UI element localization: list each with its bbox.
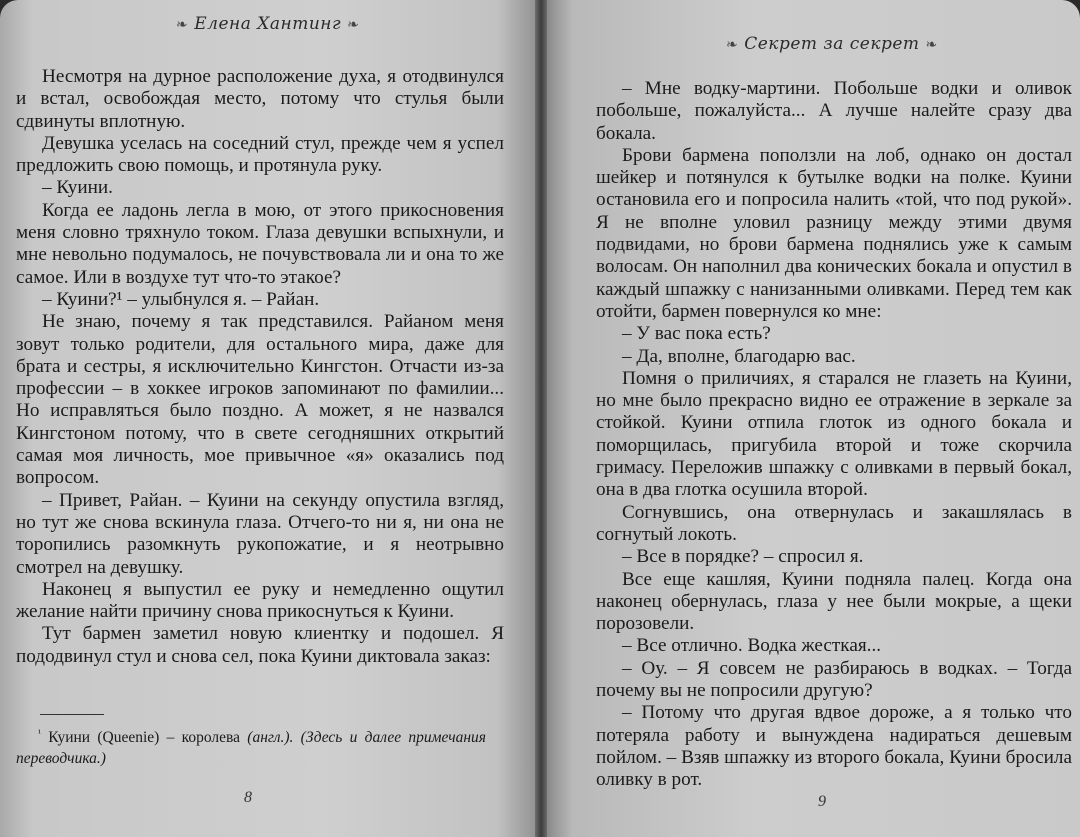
paragraph: Брови бармена поползли на лоб, однако он достал шейкер и потянулся к бутылке водки на полке. Куини остановила его и попросила налить «той, что под рукой». Я не вполне уловил разницу между этими двумя подвидами, но брови бармена поднялись уже к самым волосам. Он наполнил два конических бокала и опустил в каждый шпажку с нанизанными оливками. Перед тем как отойти, бармен повернулся ко мне: bbox=[596, 144, 1072, 322]
paragraph: – Потому что другая вдвое дороже, а я только что потеряла работу и вынуждена надираться дешевым пойлом. – Взяв шпажку из второго бокала, Куини бросила оливку в рот. bbox=[596, 702, 1072, 791]
paragraph: Когда ее ладонь легла в мою, от этого прикосновения меня словно тряхнуло током. Глаза девушки вспыхнули, и мне невольно подумалось, не почувствовала ли и она то же самое. Или в воздухе тут что-то этакое? bbox=[16, 199, 504, 288]
paragraph: – Мне водку-мартини. Побольше водки и оливок побольше, пожалуйста... А лучше налейте сразу два бокала. bbox=[596, 78, 1072, 144]
paragraph: – Все в порядке? – спросил я. bbox=[622, 546, 864, 568]
footnote bbox=[16, 723, 486, 769]
page-number-left: 8 bbox=[244, 789, 252, 806]
ornament-icon: ❧ bbox=[925, 37, 938, 53]
footnote-italic: (англ.). (Здесь и далее примечания переводчика.) bbox=[16, 729, 487, 768]
paragraph: – Куини?¹ – улыбнулся я. – Райан. bbox=[42, 288, 320, 310]
right-page bbox=[540, 0, 1080, 837]
book-gutter bbox=[535, 0, 547, 837]
page-number-right: 9 bbox=[818, 793, 826, 810]
paragraph: – Оу. – Я совсем не разбираюсь в водках. – Тогда почему вы не попросили другую? bbox=[596, 657, 1072, 702]
running-head-right bbox=[720, 34, 944, 54]
footnote-rule bbox=[40, 714, 104, 715]
running-head-left bbox=[170, 14, 365, 34]
left-body-text bbox=[16, 66, 504, 668]
paragraph: – Все отлично. Водка жесткая... bbox=[622, 635, 882, 657]
ornament-icon: ❧ bbox=[726, 37, 739, 53]
right-body-text bbox=[596, 78, 1072, 792]
ornament-icon: ❧ bbox=[347, 17, 360, 33]
paragraph: Все еще кашляя, Куини подняла палец. Когда она наконец обернулась, глаза у нее были мокрые, а щеки порозовели. bbox=[596, 568, 1072, 635]
book-title: Секрет за секрет bbox=[744, 34, 920, 54]
author-name: Елена Хантинг bbox=[194, 14, 342, 34]
paragraph: – Да, вполне, благодарю вас. bbox=[622, 345, 856, 367]
paragraph: Помня о приличиях, я старался не глазеть на Куини, но мне было прекрасно видно ее отражение в зеркале за стойкой. Куини отпила глоток из одного бокала и поморщилась, пригубила второй и тоже скорчила гримасу. Переложив шпажку с оливками в первый бокал, она в два глотка осушила второй. bbox=[596, 367, 1072, 501]
footnote-text: Куини (Queenie) – королева bbox=[48, 729, 241, 747]
footnote-marker: ¹ bbox=[38, 728, 41, 739]
paragraph: Не знаю, почему я так представился. Райаном меня зовут только родители, для остального мира, даже для брата и сестры, я исключительно Кингстон. Отчасти из-за профессии – в хоккее игроков запоминают по фамилии... Но исправляться было поздно. А может, я не назвался Кингстоном потому, что в свете сегодняшних открытий самая моя личность, мое привычное «я» оказались под вопросом. bbox=[16, 311, 504, 489]
paragraph: Девушка уселась на соседний стул, прежде чем я успел предложить свою помощь, и протянула руку. bbox=[16, 132, 504, 177]
paragraph: Согнувшись, она отвернулась и закашлялась в согнутый локоть. bbox=[596, 501, 1072, 545]
paragraph: – Куини. bbox=[42, 177, 113, 199]
paragraph: Наконец я выпустил ее руку и немедленно ощутил желание найти причину снова прикоснуться к Куини. bbox=[16, 578, 504, 623]
paragraph: Тут бармен заметил новую клиентку и подошел. Я пододвинул стул и снова сел, пока Куини диктовала заказ: bbox=[16, 623, 504, 667]
paragraph: – Привет, Райан. – Куини на секунду опустила взгляд, но тут же снова вскинула глаза. Отчего-то ни я, ни она не торопились разомкнуть рукопожатие, и я неотрывно смотрел на девушку. bbox=[16, 489, 504, 578]
paragraph: Несмотря на дурное расположение духа, я отодвинулся и встал, освобождая место, потому что стулья были сдвинуты вплотную. bbox=[16, 66, 504, 132]
ornament-icon: ❧ bbox=[176, 17, 189, 33]
paragraph: – У вас пока есть? bbox=[622, 323, 771, 345]
